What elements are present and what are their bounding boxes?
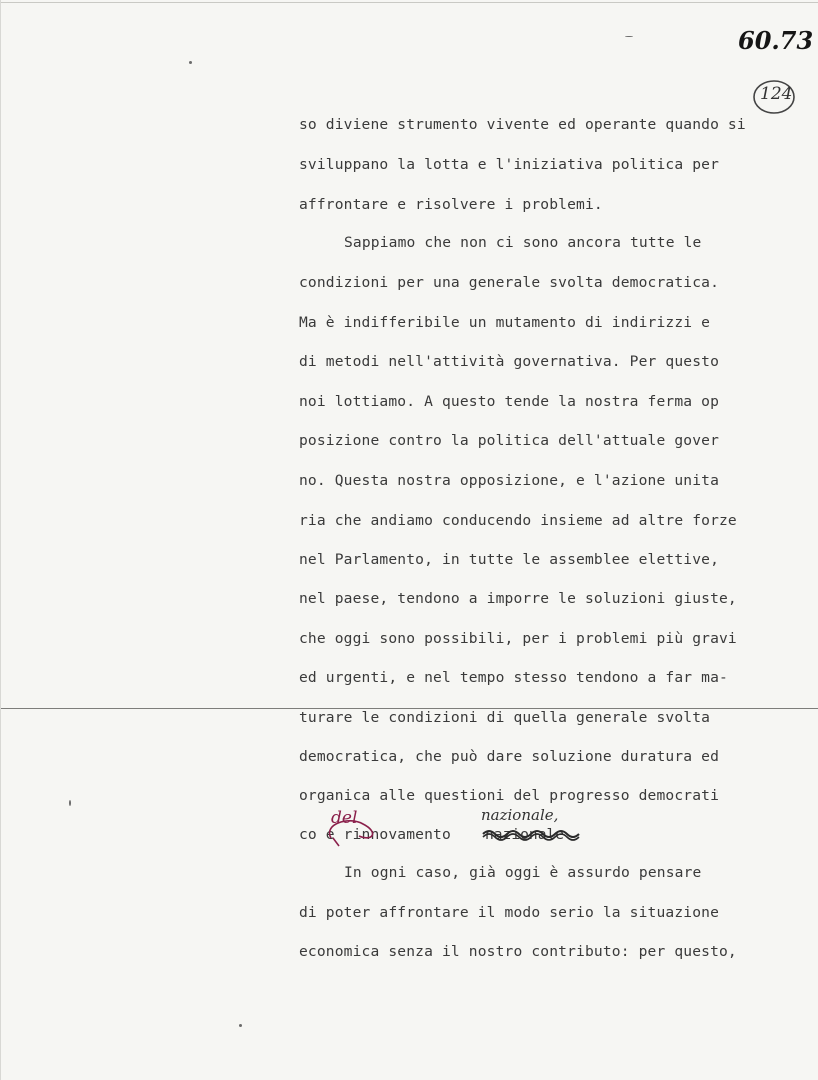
paper-speck (625, 36, 633, 37)
text-line-10: no. Questa nostra opposizione, e l'azione unita (299, 472, 720, 489)
text-line-19: co e rinnovamento (299, 826, 451, 843)
text-line-18: organica alle questioni del progresso democrati (299, 787, 720, 804)
paper-speck (69, 800, 71, 806)
text-line-5: condizioni per una generale svolta democratica. (299, 274, 720, 291)
struck-word: nazionale (485, 826, 565, 843)
text-line-22: economica senza il nostro contributo: per questo, (299, 943, 737, 960)
text-line-2: sviluppano la lotta e l'iniziativa politica per (299, 156, 720, 173)
circled-page-number: 124 (760, 84, 793, 104)
text-line-3: affrontare e risolvere i problemi. (299, 196, 603, 213)
text-line-11: ria che andiamo conducendo insieme ad altre forze (299, 512, 737, 529)
text-line-12: nel Parlamento, in tutte le assemblee elettive, (299, 551, 720, 568)
text-line-21: di poter affrontare il modo serio la situazione (299, 904, 720, 921)
strike-scribble-icon (481, 824, 585, 844)
text-line-13: nel paese, tendono a imporre le soluzioni giuste, (299, 590, 737, 607)
handwritten-page-number: 60.73 (738, 26, 814, 55)
text-line-4: Sappiamo che non ci sono ancora tutte le (344, 234, 702, 251)
text-line-7: di metodi nell'attività governativa. Per questo (299, 353, 720, 370)
page-top-edge (1, 2, 818, 3)
handwritten-insertion-del: del (331, 808, 358, 828)
text-line-8: noi lottiamo. A questo tende la nostra ferma op (299, 393, 720, 410)
text-line-15: ed urgenti, e nel tempo stesso tendono a far ma- (299, 669, 728, 686)
paper-speck (189, 61, 192, 64)
text-line-6: Ma è indifferibile un mutamento di indirizzi e (299, 314, 711, 331)
paper-speck (239, 1024, 242, 1027)
text-line-17: democratica, che può dare soluzione duratura ed (299, 748, 720, 765)
handwritten-insertion-nazionale: nazionale, (481, 806, 559, 824)
text-line-9: posizione contro la politica dell'attuale gover (299, 432, 720, 449)
text-line-16: turare le condizioni di quella generale svolta (299, 709, 711, 726)
text-line-14: che oggi sono possibili, per i problemi più gravi (299, 630, 737, 647)
text-line-20: In ogni caso, già oggi è assurdo pensare (344, 864, 702, 881)
text-line-1: so diviene strumento vivente ed operante quando si (299, 116, 746, 133)
